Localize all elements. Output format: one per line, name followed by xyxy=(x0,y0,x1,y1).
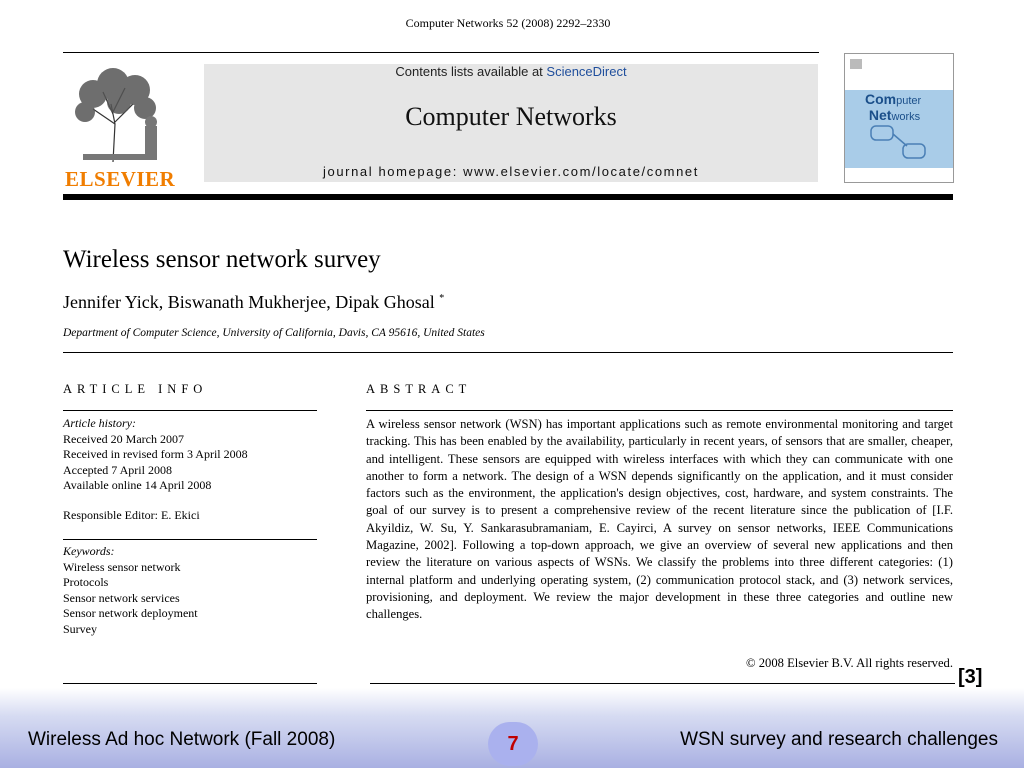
info-rule xyxy=(63,539,317,540)
sciencedirect-link[interactable]: ScienceDirect xyxy=(546,64,627,79)
abstract-rule xyxy=(366,410,953,411)
contents-line xyxy=(204,64,818,79)
journal-name: Computer Networks xyxy=(405,102,617,131)
elsevier-logo xyxy=(63,64,179,191)
article-title: Wireless sensor network survey xyxy=(63,246,381,273)
keyword-item: Survey xyxy=(63,621,97,636)
article-authors: Jennifer Yick, Biswanath Mukherjee, Dipak Ghosal * xyxy=(63,292,445,312)
article-affiliation: Department of Computer Science, University of California, Davis, CA 95616, United States xyxy=(63,327,485,339)
history-item: Available online 14 April 2008 xyxy=(63,478,212,492)
header-thick-rule xyxy=(63,194,953,200)
article-history xyxy=(63,416,323,494)
keyword-item: Protocols xyxy=(63,575,109,589)
history-item: Accepted 7 April 2008 xyxy=(63,462,172,477)
info-rule xyxy=(63,410,317,411)
copyright-line: © 2008 Elsevier B.V. All rights reserved. xyxy=(746,656,953,670)
header-rule xyxy=(63,52,819,53)
cover-art xyxy=(845,90,953,168)
cover-network-icon xyxy=(867,122,937,162)
footer-course-title: Wireless Ad hoc Network (Fall 2008) xyxy=(28,729,336,750)
article-info-heading: ARTICLE INFO xyxy=(63,382,208,396)
responsible-editor: Responsible Editor: E. Ekici xyxy=(63,508,200,522)
keyword-item: Sensor network deployment xyxy=(63,606,198,620)
footer-topic-title: WSN survey and research challenges xyxy=(680,729,998,750)
reference-marker: [3] xyxy=(958,666,983,688)
cover-title: Computer Networks xyxy=(865,91,922,123)
journal-homepage: journal homepage: www.elsevier.com/locate/comnet xyxy=(323,164,699,179)
keyword-item: Sensor network services xyxy=(63,590,180,605)
abstract-rule xyxy=(370,683,955,684)
journal-citation: Computer Networks 52 (2008) 2292–2330 xyxy=(405,16,611,30)
page-number-badge: 7 xyxy=(488,722,538,766)
cover-emblem-icon xyxy=(849,58,863,70)
elsevier-wordmark: ELSEVIER xyxy=(65,167,176,191)
journal-cover xyxy=(844,53,954,183)
keyword-item: Wireless sensor network xyxy=(63,559,181,574)
keywords-label: Keywords: xyxy=(63,544,115,558)
history-label: Article history: xyxy=(63,416,136,430)
corresponding-author-mark: * xyxy=(439,293,445,304)
history-item: Received in revised form 3 April 2008 xyxy=(63,447,248,461)
section-rule xyxy=(63,352,953,353)
contents-prefix: Contents lists available at xyxy=(395,64,547,79)
keywords xyxy=(63,544,323,637)
abstract-heading: ABSTRACT xyxy=(366,382,472,396)
history-item: Received 20 March 2007 xyxy=(63,431,184,446)
elsevier-tree-icon xyxy=(63,64,179,164)
abstract-text: A wireless sensor network (WSN) has important applications such as remote environmental monitoring and target tracking. This has been enabled by the availability, particularly in recent years, of sensors that are smaller, cheaper, and intelligent. These sensors are equipped with wireless interfaces with which they can communicate with one another to form a network. The design of a WSN depends significantly on the application, and it must consider factors such as the environment, the application's design objectives, cost, hardware, and system constraints. The goal of our survey is to present a comprehensive review of the recent literature since the publication of [I.F. Akyildiz, W. Su, Y. Sankarasubramaniam, E. Cayirci, A survey on sensor networks, IEEE Communications Magazine, 2002]. Following a top-down approach, we give an overview of several new applications and then review the literature on various aspects of WSNs. We classify the problems into three different categories: (1) internal platform and underlying operating system, (2) communication protocol stack, and (3) network services, provisioning, and deployment. We review the major development in these three categories and outline new challenges. xyxy=(366,417,953,622)
info-rule xyxy=(63,683,317,684)
slide-footer xyxy=(0,688,1024,768)
journal-banner xyxy=(204,64,818,182)
